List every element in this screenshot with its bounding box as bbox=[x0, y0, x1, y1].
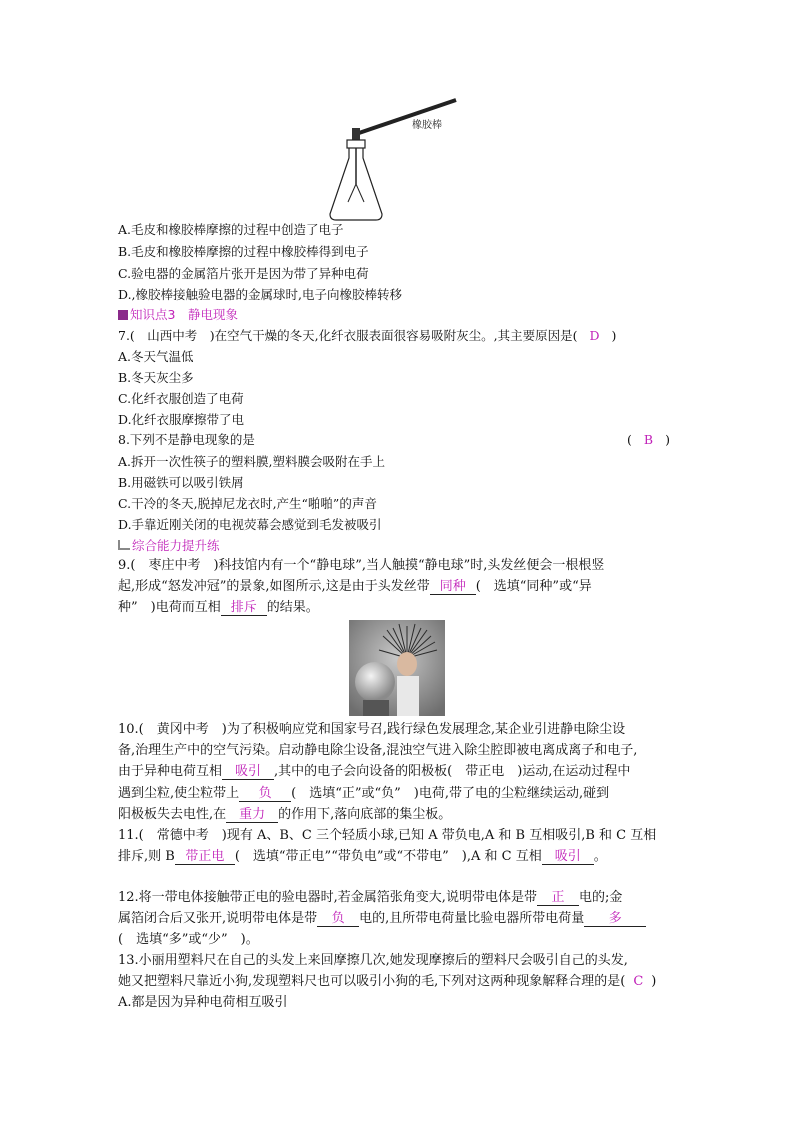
q10-blank-1: 吸引 bbox=[222, 765, 274, 780]
q12-blank-2: 负 bbox=[317, 912, 359, 927]
q10-line2: 备,治理生产中的空气污染。启动静电除尘设备,混浊空气进入除尘腔即被电离成离子和电子, bbox=[118, 743, 638, 758]
q9-line1: 9.( 枣庄中考 )科技馆内有一个“静电球”,当人触摸“静电球”时,头发丝便会一根根竖 bbox=[118, 558, 605, 573]
q12-line3: ( 选填“多”或“少” )。 bbox=[118, 932, 259, 947]
question-7: 7.( 山西中考 )在空气干燥的冬天,化纤衣服表面很容易吸附灰尘。,其主要原因是( D ) bbox=[118, 328, 617, 343]
section-heading-3: 知识点3 静电现象 bbox=[118, 307, 238, 323]
q8-option-c: C.干冷的冬天,脱掉尼龙衣时,产生“啪啪”的声音 bbox=[118, 496, 377, 511]
foil-right bbox=[356, 184, 364, 202]
q9-line2: 起,形成“怒发冲冠”的景象,如图所示,这是由于头发丝带 同种 ( 选填“同种”或“异 bbox=[118, 579, 592, 594]
q6-option-b: B.毛皮和橡胶棒摩擦的过程中橡胶棒得到电子 bbox=[118, 244, 369, 259]
stopper bbox=[347, 140, 365, 148]
q13-option-a: A.都是因为异种电荷相互吸引 bbox=[118, 995, 288, 1010]
q6-option-d: D.,橡胶棒接触验电器的金属球时,电子向橡胶棒转移 bbox=[118, 287, 402, 302]
section-marker-icon bbox=[118, 310, 128, 320]
q7-option-a: A.冬天气温低 bbox=[118, 349, 194, 364]
q11-line2: 排斥,则 B 带正电 ( 选填“带正电”“带负电”或“不带电” ),A 和 C 互相 吸引 。 bbox=[118, 849, 607, 864]
q7-option-d: D.化纤衣服摩擦带了电 bbox=[118, 412, 245, 427]
q10-blank-2: 负 bbox=[239, 787, 291, 802]
q8-answer: B bbox=[643, 432, 654, 447]
foil-left bbox=[348, 184, 356, 202]
q6-option-a: A.毛皮和橡胶棒摩擦的过程中创造了电子 bbox=[118, 222, 344, 237]
q13-line2: 她又把塑料尺靠近小狗,发现塑料尺也可以吸引小狗的毛,下列对这两种现象解释合理的是( C ) bbox=[118, 974, 657, 989]
q8-answer-bracket: ( B ) bbox=[627, 432, 670, 447]
q11-blank-2: 吸引 bbox=[542, 850, 594, 865]
q8-option-b: B.用磁铁可以吸引铁屑 bbox=[118, 475, 244, 490]
q8-option-a: A.拆开一次性筷子的塑料膜,塑料膜会吸附在手上 bbox=[118, 454, 385, 469]
q10-line3: 由于异种电荷互相 吸引 ,其中的电子会向设备的阳极板( 带正电 )运动,在运动过程中 bbox=[118, 764, 631, 779]
q7-option-b: B.冬天灰尘多 bbox=[118, 370, 194, 385]
section-marker-icon bbox=[118, 540, 130, 550]
q12-line1: 12.将一带电体接触带正电的验电器时,若金属箔张角变大,说明带电体是带 正 电的;金 bbox=[118, 890, 623, 905]
q11-blank-1: 带正电 bbox=[175, 850, 235, 865]
q9-blank-2: 排斥 bbox=[221, 601, 267, 616]
static-ball-photo bbox=[349, 620, 445, 716]
q9-blank-1: 同种 bbox=[430, 580, 476, 595]
q12-blank-1: 正 bbox=[537, 891, 579, 906]
q6-option-c: C.验电器的金属箔片张开是因为带了异种电荷 bbox=[118, 266, 369, 281]
q13-line1: 13.小丽用塑料尺在自己的头发上来回摩擦几次,她发现摩擦后的塑料尺会吸引自己的头发, bbox=[118, 953, 628, 968]
q12-blank-3: 多 bbox=[584, 912, 646, 927]
q12-line2: 属箔闭合后又张开,说明带电体是带 负 电的,且所带电荷量比验电器所带电荷量 多 bbox=[118, 911, 646, 927]
q10-line4: 遇到尘粒,使尘粒带上 负 ( 选填“正”或“负” )电荷,带了电的尘粒继续运动,碰到 bbox=[118, 786, 610, 801]
rod-clamp bbox=[352, 128, 360, 140]
q10-line5: 阳极板失去电性,在 重力 的作用下,落向底部的集尘板。 bbox=[118, 807, 452, 822]
q8-option-d: D.手靠近刚关闭的电视荧幕会感觉到毛发被吸引 bbox=[118, 517, 382, 532]
q9-line3: 种” )电荷而互相 排斥 的结果。 bbox=[118, 600, 319, 615]
q13-answer: C bbox=[633, 974, 644, 989]
q10-blank-3: 重力 bbox=[226, 808, 278, 823]
question-8: 8.下列不是静电现象的是 bbox=[118, 432, 255, 447]
q7-answer: D bbox=[589, 328, 600, 343]
q7-option-c: C.化纤衣服创造了电荷 bbox=[118, 391, 244, 406]
q10-line1: 10.( 黄冈中考 )为了积极响应党和国家号召,践行绿色发展理念,某企业引进静电除尘设 bbox=[118, 722, 626, 737]
electroscope-figure bbox=[322, 96, 462, 222]
section-heading-comprehensive: 综合能力提升练 bbox=[118, 538, 220, 554]
q11-line1: 11.( 常德中考 )现有 A、B、C 三个轻质小球,已知 A 带负电,A 和 B 互相吸引,B 和 C 互相 bbox=[118, 828, 657, 843]
figure-label: 橡胶棒 bbox=[412, 120, 442, 131]
